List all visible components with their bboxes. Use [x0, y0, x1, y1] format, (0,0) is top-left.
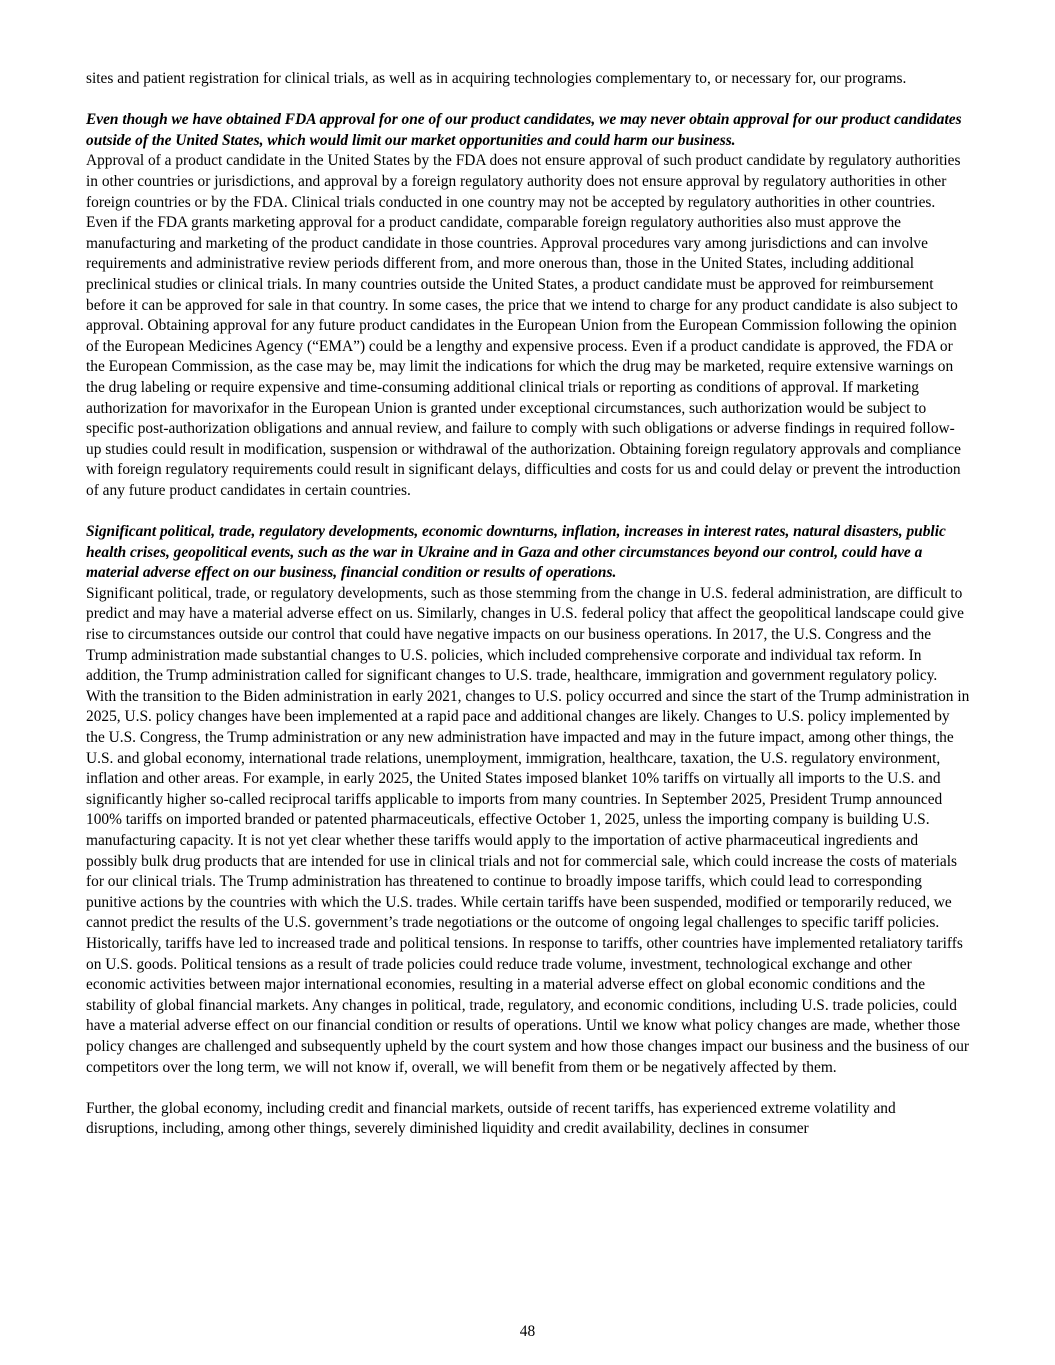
risk-factor-political-trade — [86, 522, 970, 1078]
risk-factor-foreign-approval — [86, 110, 970, 501]
paragraph-global-economy — [86, 1099, 970, 1140]
paragraph-body: Significant political, trade, or regulatory developments, such as those stemming from the change in U.S. federal administration, are difficult to predict and may have a material adverse effect on us. Similarly, changes in U.S. federal policy that affect the geopolitical landscape could give rise to circumstances outside our control that could have negative impacts on our business operations. In 2017, the U.S. Congress and the Trump administration made substantial changes to U.S. policies, which included comprehensive corporate and individual tax reform. In addition, the Trump administration called for significant changes to U.S. trade, healthcare, immigration and government regulatory policy. With the transition to the Biden administration in early 2021, changes to U.S. policy occurred and since the start of the Trump administration in 2025, U.S. policy changes have been implemented at a rapid pace and additional changes are likely. Changes to U.S. policy implemented by the U.S. Congress, the Trump administration or any new administration have impacted and may in the future impact, among other things, the U.S. and global economy, international trade relations, unemployment, immigration, healthcare, taxation, the U.S. regulatory environment, inflation and other areas. For example, in early 2025, the United States imposed blanket 10% tariffs on virtually all imports to the U.S. and significantly higher so-called reciprocal tariffs applicable to imports from many countries. In September 2025, President Trump announced 100% tariffs on imported branded or patented pharmaceuticals, effective October 1, 2025, unless the importing company is building U.S. manufacturing capacity. It is not yet clear whether these tariffs would apply to the importation of active pharmaceutical ingredients and possibly bulk drug products that are intended for use in clinical trials and not for commercial sale, which could increase the costs of materials for our clinical trials. The Trump administration has threatened to continue to broadly impose tariffs, which could lead to corresponding punitive actions by the countries with which the U.S. trades. While certain tariffs have been suspended, modified or temporarily reduced, we cannot predict the results of the U.S. government’s trade negotiations or the outcome of ongoing legal challenges to specific tariff policies. Historically, tariffs have led to increased trade and political tensions. In response to tariffs, other countries have implemented retaliatory tariffs on U.S. goods. Political tensions as a result of trade policies could reduce trade volume, investment, technological exchange and other economic activities between major international economies, resulting in a material adverse effect on global economic conditions and the stability of global financial markets. Any changes in political, trade, regulatory, and economic conditions, including U.S. trade policies, could have a material adverse effect on our financial condition or results of operations. Until we know what policy changes are made, whether those policy changes are challenged and subsequently upheld by the court system and how those changes impact our business and the business of our competitors over the long term, we will not know if, overall, we will benefit from them or be negatively affected by them. — [86, 584, 970, 1076]
risk-factor-heading: Even though we have obtained FDA approval for one of our product candidates, we may never obtain approval for our product candidates outside of the United States, which would limit our market opportunities and could harm our business. — [86, 111, 962, 149]
document-page — [86, 69, 970, 1160]
page-number: 48 — [519, 1323, 536, 1340]
paragraph-body: Further, the global economy, including credit and financial markets, outside of recent tariffs, has experienced extreme volatility and disruptions, including, among other things, severely diminished liquidity and credit availability, declines in consumer — [86, 1099, 896, 1138]
paragraph-body: sites and patient registration for clinical trials, as well as in acquiring technologies complementary to, or necessary for, our programs. — [86, 70, 907, 87]
paragraph-body: Approval of a product candidate in the United States by the FDA does not ensure approval of such product candidate by regulatory authorities in other countries or jurisdictions, and approval by a foreign regulatory authority does not ensure approval by regulatory authorities in other foreign countries or by the FDA. Clinical trials conducted in one country may not be accepted by regulatory authorities in other countries. Even if the FDA grants marketing approval for a product candidate, comparable foreign regulatory authorities also must approve the manufacturing and marketing of the product candidate in those countries. Approval procedures vary among jurisdictions and can involve requirements and administrative review periods different from, and more onerous than, those in the United States, including additional preclinical studies or clinical trials. In many countries outside the United States, a product candidate must be approved for reimbursement before it can be approved for sale in that country. In some cases, the price that we intend to charge for any product candidate is also subject to approval. Obtaining approval for any future product candidates in the European Union from the European Commission following the opinion of the European Medicines Agency (“EMA”) could be a lengthy and expensive process. Even if a product candidate is approved, the FDA or the European Commission, as the case may be, may limit the indications for which the drug may be marketed, require extensive warnings on the drug labeling or require expensive and time-consuming additional clinical trials or reporting as conditions of approval. If marketing authorization for mavorixafor in the European Union is granted under exceptional circumstances, such authorization would be subject to specific post-authorization obligations and annual review, and failure to comply with such obligations or adverse findings in required follow-up studies could result in modification, suspension or withdrawal of the authorization. Obtaining foreign regulatory approvals and compliance with foreign regulatory requirements could result in significant delays, difficulties and costs for us and could delay or prevent the introduction of any future product candidates in certain countries. — [86, 152, 961, 499]
paragraph-continuation — [86, 69, 970, 90]
risk-factor-heading: Significant political, trade, regulatory developments, economic downturns, inflation, increases in interest rates, natural disasters, public health crises, geopolitical events, such as the war in Ukraine and in Gaza and other circumstances beyond our control, could have a material adverse effect on our business, financial condition or results of operations. — [86, 523, 946, 582]
